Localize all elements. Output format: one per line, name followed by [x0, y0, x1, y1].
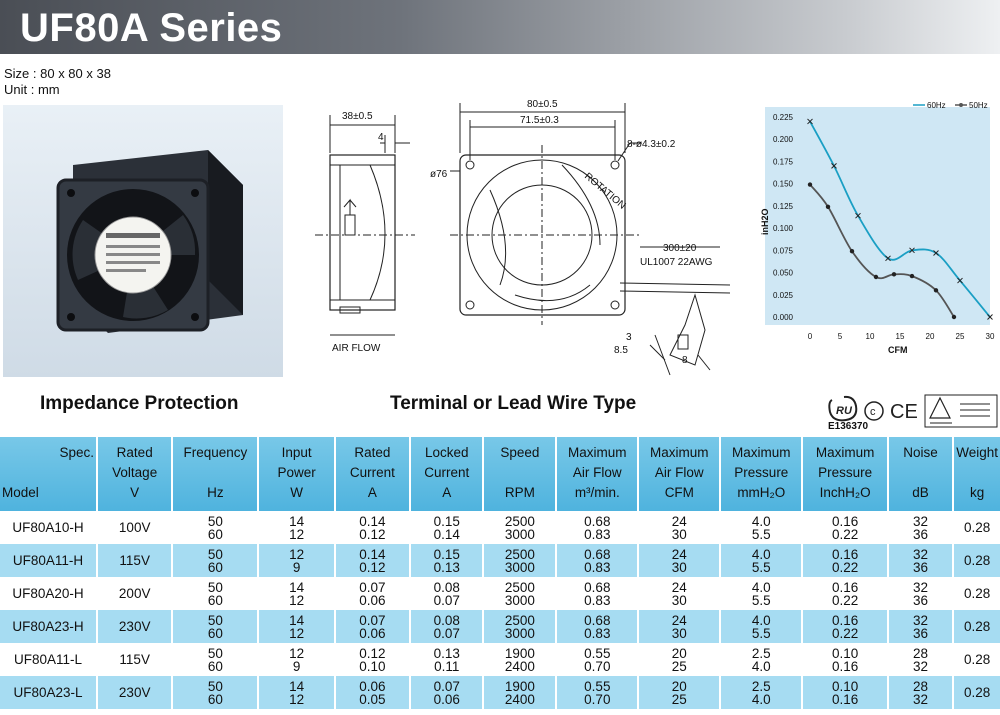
- cell-rated-60hz: 0.12: [359, 559, 386, 575]
- cell-m3-50hz: 0.68: [584, 579, 611, 595]
- x-axis-label: CFM: [888, 345, 908, 355]
- terminal-dim-1: 3: [626, 332, 632, 343]
- cell-rpm-60hz: 2400: [504, 691, 535, 707]
- cell-inh2o-60hz: 0.16: [831, 691, 859, 707]
- unit-line: Unit : mm: [4, 82, 60, 97]
- cell-cfm-50hz: 24: [671, 546, 687, 562]
- diameter-label: ø76: [430, 169, 448, 180]
- cell-cfm-60hz: 30: [671, 559, 687, 575]
- cell-mmh2o: [720, 511, 802, 544]
- cell-mmh2o-50hz: 4.0: [751, 612, 771, 628]
- y-tick-label: 0.075: [772, 246, 793, 256]
- point-50Hz: [910, 274, 914, 278]
- cell-freq-50hz: 50: [207, 645, 223, 661]
- cell-rated-60hz: 0.12: [359, 526, 386, 542]
- cell-mmh2o: [720, 643, 802, 676]
- header-speed: Speed RPM: [483, 437, 556, 511]
- cell-freq-60hz: 60: [207, 526, 223, 542]
- cell-power-50hz: 12: [289, 645, 305, 661]
- cell-db-60hz: 36: [913, 526, 929, 542]
- cell-locked-60hz: 0.11: [434, 658, 460, 674]
- cell-mmh2o-60hz: 4.0: [751, 691, 771, 707]
- side-rib-label: 4: [378, 132, 384, 143]
- cell-db-50hz: 28: [913, 678, 929, 694]
- cell-power-50hz: 14: [289, 678, 305, 694]
- y-tick-label: 0.025: [772, 290, 793, 300]
- cell-db: [888, 577, 953, 610]
- cell-weight: 0.28: [953, 577, 1000, 610]
- cell-m3-50hz: 0.55: [584, 645, 611, 661]
- cell-locked: [410, 676, 483, 709]
- header-rated-current: Rated Current A: [335, 437, 410, 511]
- cell-freq: [172, 676, 258, 709]
- x-tick-label: 10: [865, 332, 875, 341]
- cell-cfm-50hz: 20: [671, 678, 687, 694]
- cell-rpm-50hz: 1900: [504, 645, 535, 661]
- cell-power-50hz: 14: [289, 513, 305, 529]
- cell-power-60hz: 12: [289, 526, 305, 542]
- cell-m3: [556, 610, 638, 643]
- cell-inh2o: [802, 610, 888, 643]
- cell-cfm-60hz: 30: [671, 592, 687, 608]
- page-title: UF80A Series: [20, 6, 283, 50]
- legend-50hz: 50Hz: [969, 101, 988, 110]
- cell-locked-60hz: 0.13: [433, 559, 460, 575]
- cell-inh2o-50hz: 0.16: [831, 612, 859, 628]
- cell-rpm-60hz: 3000: [504, 592, 535, 608]
- ul-logo: [829, 397, 856, 420]
- cell-model: UF80A10-H: [0, 511, 97, 544]
- cell-db-50hz: 32: [913, 579, 929, 595]
- cell-rpm-50hz: 2500: [504, 546, 535, 562]
- header-airflow-m3: Maximum Air Flow m³/min.: [556, 437, 638, 511]
- cell-cfm-60hz: 25: [671, 691, 687, 707]
- cell-power-50hz: 12: [289, 546, 305, 562]
- cell-mmh2o-50hz: 4.0: [751, 579, 771, 595]
- cell-db-60hz: 32: [913, 658, 929, 674]
- cell-locked-50hz: 0.07: [433, 678, 460, 694]
- cell-locked-50hz: 0.08: [433, 579, 460, 595]
- cell-locked: [410, 577, 483, 610]
- y-tick-label: 0.200: [772, 135, 793, 145]
- hole-spacing-label: 71.5±0.3: [520, 115, 559, 126]
- cell-rpm-50hz: 2500: [504, 579, 535, 595]
- cell-locked-60hz: 0.07: [433, 592, 460, 608]
- cell-inh2o: [802, 577, 888, 610]
- cell-rated: [335, 577, 410, 610]
- point-50Hz: [874, 275, 878, 279]
- cell-locked-50hz: 0.15: [433, 513, 460, 529]
- point-50Hz: [892, 272, 896, 276]
- cell-db-60hz: 36: [913, 592, 929, 608]
- cell-rated-50hz: 0.06: [359, 678, 386, 694]
- cell-rpm: [483, 577, 556, 610]
- cell-rpm-60hz: 3000: [504, 625, 535, 641]
- cell-weight: 0.28: [953, 643, 1000, 676]
- cell-voltage: 115V: [97, 544, 172, 577]
- point-50Hz: [850, 249, 854, 253]
- cell-power: [258, 544, 334, 577]
- cell-freq-60hz: 60: [207, 559, 223, 575]
- cell-cfm-50hz: 24: [671, 612, 687, 628]
- cell-power: [258, 643, 334, 676]
- cell-freq-50hz: 50: [207, 513, 223, 529]
- cell-locked: [410, 511, 483, 544]
- header-pressure-inch: Maximum Pressure InchH₂O: [802, 437, 888, 511]
- dimension-drawing: [300, 95, 740, 400]
- cell-cfm-60hz: 30: [671, 625, 687, 641]
- cell-rated-50hz: 0.07: [359, 579, 386, 595]
- y-tick-label: 0.050: [772, 268, 793, 278]
- cell-cfm: [638, 511, 720, 544]
- header-frequency: Frequency Hz: [172, 437, 258, 511]
- cell-inh2o: [802, 676, 888, 709]
- cell-freq: [172, 577, 258, 610]
- cell-inh2o: [802, 511, 888, 544]
- cell-locked-50hz: 0.13: [433, 645, 460, 661]
- x-tick-label: 5: [837, 332, 843, 341]
- cell-rpm-60hz: 2400: [504, 658, 535, 674]
- cell-cfm-50hz: 24: [671, 513, 687, 529]
- cell-db-50hz: 28: [913, 645, 929, 661]
- cell-mmh2o-60hz: 4.0: [751, 658, 771, 674]
- cell-voltage: 230V: [97, 676, 172, 709]
- cell-freq-60hz: 60: [207, 691, 223, 707]
- cell-freq-50hz: 50: [207, 546, 223, 562]
- ul-file-number: E136370: [828, 421, 869, 432]
- cell-inh2o-50hz: 0.10: [831, 678, 859, 694]
- cell-m3: [556, 511, 638, 544]
- table-row: [0, 610, 1000, 643]
- cell-rpm-50hz: 1900: [504, 678, 535, 694]
- cell-mmh2o-60hz: 5.5: [751, 526, 771, 542]
- cell-cfm: [638, 544, 720, 577]
- cell-freq-60hz: 60: [207, 658, 223, 674]
- size-line: Size : 80 x 80 x 38: [4, 66, 111, 81]
- cell-rated-50hz: 0.12: [359, 645, 386, 661]
- side-width-label: 38±0.5: [342, 111, 373, 122]
- x-tick-label: 15: [895, 332, 905, 341]
- header-spec-model: Spec. Model: [0, 437, 97, 511]
- cell-m3-60hz: 0.70: [584, 658, 611, 674]
- cell-cfm-60hz: 25: [671, 658, 687, 674]
- feature-terminal: Terminal or Lead Wire Type: [390, 393, 637, 414]
- cell-locked-50hz: 0.08: [433, 612, 460, 628]
- cell-db-60hz: 36: [913, 625, 929, 641]
- cell-rpm-60hz: 3000: [504, 526, 535, 542]
- cell-inh2o-50hz: 0.10: [831, 645, 859, 661]
- rotation-label: ROTATION: [582, 171, 628, 212]
- header-airflow-cfm: Maximum Air Flow CFM: [638, 437, 720, 511]
- cell-power-60hz: 12: [289, 691, 305, 707]
- cell-mmh2o-50hz: 4.0: [751, 513, 771, 529]
- terminal-dim-3: 8: [682, 355, 688, 366]
- cell-power: [258, 676, 334, 709]
- legend-60hz: 60Hz: [927, 101, 946, 110]
- feature-impedance: Impedance Protection: [40, 393, 239, 414]
- cell-model: UF80A20-H: [0, 577, 97, 610]
- cell-rated: [335, 544, 410, 577]
- cell-cfm-60hz: 30: [671, 526, 687, 542]
- cell-mmh2o: [720, 544, 802, 577]
- cell-rpm: [483, 544, 556, 577]
- cell-rpm-60hz: 3000: [504, 559, 535, 575]
- cell-inh2o-60hz: 0.16: [831, 658, 859, 674]
- point-50Hz: [826, 205, 830, 209]
- cell-mmh2o-60hz: 5.5: [751, 625, 771, 641]
- cell-cfm: [638, 610, 720, 643]
- cell-rated-50hz: 0.14: [359, 546, 386, 562]
- performance-chart: [745, 95, 1000, 368]
- ce-mark: CE: [890, 401, 918, 423]
- cell-m3-50hz: 0.55: [584, 678, 611, 694]
- cell-m3-60hz: 0.70: [584, 691, 611, 707]
- svg-text:c: c: [870, 406, 876, 418]
- cell-db-60hz: 36: [913, 559, 929, 575]
- cell-m3-50hz: 0.68: [584, 612, 611, 628]
- cell-inh2o-60hz: 0.22: [831, 526, 859, 542]
- cell-db-60hz: 32: [913, 691, 929, 707]
- cell-db: [888, 511, 953, 544]
- cell-freq-50hz: 50: [207, 612, 223, 628]
- cell-m3: [556, 577, 638, 610]
- cell-cfm: [638, 676, 720, 709]
- header-locked-current: Locked Current A: [410, 437, 483, 511]
- cell-power-50hz: 14: [289, 612, 305, 628]
- cell-power-60hz: 12: [289, 625, 305, 641]
- front-view: [450, 103, 730, 375]
- cell-voltage: 230V: [97, 610, 172, 643]
- cell-rpm: [483, 610, 556, 643]
- cell-rated: [335, 643, 410, 676]
- cell-power-60hz: 9: [292, 559, 301, 575]
- cell-locked: [410, 610, 483, 643]
- spec-table-header: [0, 437, 1000, 511]
- y-tick-label: 0.150: [772, 179, 793, 189]
- cell-mmh2o: [720, 676, 802, 709]
- cell-weight: 0.28: [953, 511, 1000, 544]
- cell-freq-50hz: 50: [207, 579, 223, 595]
- y-tick-label: 0.125: [772, 201, 793, 211]
- size-info: [4, 66, 111, 98]
- header-voltage: Rated Voltage V: [97, 437, 172, 511]
- lead-spec-label: UL1007 22AWG: [640, 257, 713, 268]
- cell-rpm: [483, 676, 556, 709]
- cell-freq-50hz: 50: [207, 678, 223, 694]
- cell-voltage: 115V: [97, 643, 172, 676]
- svg-text:R: R: [836, 405, 844, 417]
- cell-weight: 0.28: [953, 676, 1000, 709]
- cell-power-60hz: 9: [292, 658, 301, 674]
- spec-table: [0, 437, 1000, 709]
- cell-freq-60hz: 60: [207, 592, 223, 608]
- cell-locked: [410, 544, 483, 577]
- y-tick-label: 0.000: [772, 313, 793, 322]
- cell-db-50hz: 32: [913, 612, 929, 628]
- table-row: [0, 577, 1000, 610]
- cell-voltage: 200V: [97, 577, 172, 610]
- table-row: [0, 544, 1000, 577]
- point-50Hz: [952, 315, 956, 319]
- table-row: [0, 676, 1000, 709]
- cell-mmh2o-50hz: 2.5: [751, 645, 771, 661]
- cell-voltage: 100V: [97, 511, 172, 544]
- cell-inh2o-50hz: 0.16: [831, 513, 859, 529]
- cell-freq: [172, 511, 258, 544]
- air-flow-label: AIR FLOW: [332, 343, 381, 354]
- cell-weight: 0.28: [953, 544, 1000, 577]
- product-photo: [3, 105, 283, 377]
- cell-mmh2o: [720, 610, 802, 643]
- cell-db-50hz: 32: [913, 513, 929, 529]
- cell-power: [258, 610, 334, 643]
- cell-model: UF80A11-L: [0, 643, 97, 676]
- header-power: Input Power W: [258, 437, 334, 511]
- cell-inh2o: [802, 643, 888, 676]
- cell-db-50hz: 32: [913, 546, 929, 562]
- cell-rated: [335, 676, 410, 709]
- cell-weight: 0.28: [953, 610, 1000, 643]
- cell-inh2o: [802, 544, 888, 577]
- cell-locked: [410, 643, 483, 676]
- cell-db: [888, 544, 953, 577]
- cell-rpm: [483, 643, 556, 676]
- cell-db: [888, 610, 953, 643]
- cell-power: [258, 511, 334, 544]
- front-width-label: 80±0.5: [527, 99, 558, 110]
- cell-rated-60hz: 0.10: [359, 658, 386, 674]
- cell-db: [888, 676, 953, 709]
- point-50Hz: [934, 288, 938, 292]
- x-tick-label: 30: [985, 332, 995, 341]
- y-tick-label: 0.175: [772, 157, 793, 167]
- point-50Hz: [808, 182, 812, 186]
- x-tick-label: 25: [955, 332, 965, 341]
- terminal-dim-2: 8.5: [614, 345, 628, 356]
- header-noise: Noise dB: [888, 437, 953, 511]
- cell-mmh2o-60hz: 5.5: [751, 559, 771, 575]
- cell-freq: [172, 643, 258, 676]
- cell-cfm: [638, 577, 720, 610]
- cell-inh2o-50hz: 0.16: [831, 579, 859, 595]
- cell-locked-60hz: 0.07: [433, 625, 460, 641]
- cell-rpm-50hz: 2500: [504, 612, 535, 628]
- cell-m3-60hz: 0.83: [584, 625, 611, 641]
- cell-rated: [335, 511, 410, 544]
- y-tick-label: 0.100: [772, 224, 793, 234]
- cell-m3-60hz: 0.83: [584, 526, 611, 542]
- title-banner: [0, 0, 1000, 54]
- cell-inh2o-60hz: 0.22: [831, 559, 859, 575]
- cell-rated-50hz: 0.14: [359, 513, 386, 529]
- certifications: [822, 392, 1000, 437]
- cell-mmh2o-60hz: 5.5: [751, 592, 771, 608]
- cell-power: [258, 577, 334, 610]
- cell-cfm-50hz: 24: [671, 579, 687, 595]
- cell-cfm-50hz: 20: [671, 645, 687, 661]
- cell-rated: [335, 610, 410, 643]
- cell-rpm-50hz: 2500: [504, 513, 535, 529]
- table-row: [0, 511, 1000, 544]
- cell-rated-60hz: 0.06: [359, 592, 386, 608]
- cell-inh2o-60hz: 0.22: [831, 625, 859, 641]
- lead-length-label: 300±20: [663, 243, 697, 254]
- cell-m3: [556, 544, 638, 577]
- cell-rated-50hz: 0.07: [359, 612, 386, 628]
- table-row: [0, 643, 1000, 676]
- cell-model: UF80A11-H: [0, 544, 97, 577]
- tuv-mark: [925, 395, 997, 427]
- cell-power-60hz: 12: [289, 592, 305, 608]
- cell-inh2o-60hz: 0.22: [831, 592, 859, 608]
- cell-locked-60hz: 0.14: [433, 526, 460, 542]
- cell-mmh2o-50hz: 4.0: [751, 546, 771, 562]
- cell-m3-60hz: 0.83: [584, 592, 611, 608]
- cell-model: UF80A23-L: [0, 676, 97, 709]
- y-axis-label: inH2O: [760, 208, 770, 235]
- cell-m3: [556, 643, 638, 676]
- cell-freq: [172, 544, 258, 577]
- cell-locked-60hz: 0.06: [433, 691, 460, 707]
- cell-rpm: [483, 511, 556, 544]
- cell-freq: [172, 610, 258, 643]
- cell-power-50hz: 14: [289, 579, 305, 595]
- holes-label: 8-ø4.3±0.2: [627, 139, 676, 150]
- cell-mmh2o: [720, 577, 802, 610]
- y-tick-label: 0.225: [772, 113, 793, 122]
- cell-freq-60hz: 60: [207, 625, 223, 641]
- cell-cfm: [638, 643, 720, 676]
- cell-m3-50hz: 0.68: [584, 513, 611, 529]
- cell-m3-60hz: 0.83: [584, 559, 611, 575]
- header-weight: Weight kg: [953, 437, 1000, 511]
- cell-m3: [556, 676, 638, 709]
- x-tick-label: 0: [807, 332, 813, 341]
- header-pressure-mm: Maximum Pressure mmH₂O: [720, 437, 802, 511]
- cell-model: UF80A23-H: [0, 610, 97, 643]
- x-tick-label: 20: [925, 332, 935, 341]
- cell-mmh2o-50hz: 2.5: [751, 678, 771, 694]
- cell-m3-50hz: 0.68: [584, 546, 611, 562]
- svg-text:U: U: [844, 405, 852, 417]
- cell-rated-60hz: 0.05: [359, 691, 386, 707]
- cell-inh2o-50hz: 0.16: [831, 546, 859, 562]
- cell-locked-50hz: 0.15: [433, 546, 460, 562]
- cell-rated-60hz: 0.06: [359, 625, 386, 641]
- cell-db: [888, 643, 953, 676]
- side-view: [315, 115, 415, 335]
